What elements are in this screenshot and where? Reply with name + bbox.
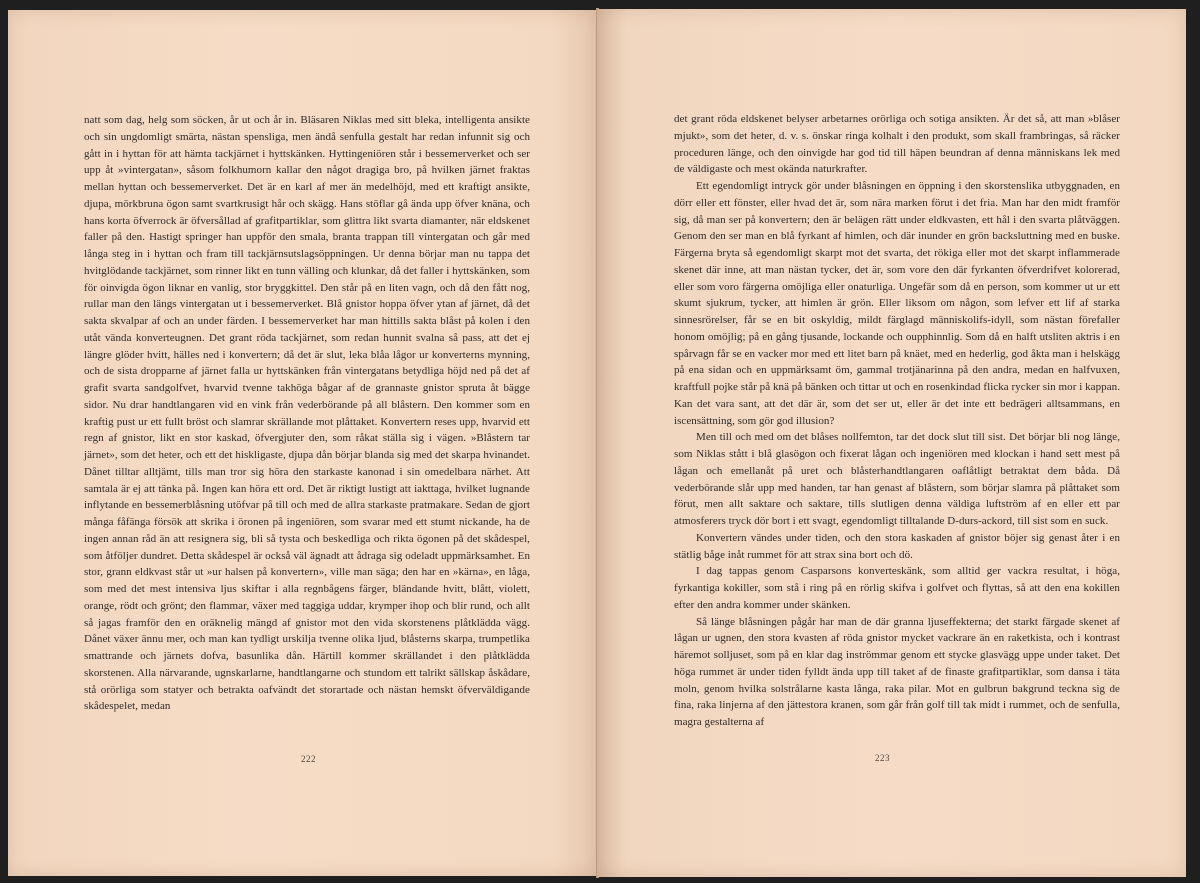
right-paragraph-4: Konvertern vändes under tiden, och den stora kaskaden af gnistor böjer sig genast åter i en stätlig båge inåt rummet för att strax sina bort och dö. [674,531,1120,561]
left-page [8,10,600,876]
left-page-text [84,112,530,715]
left-page-number: 222 [301,754,316,764]
right-paragraph-1: det grant röda eldskenet belyser arbetarnes orörliga och sotiga ansikten. Är det så, att man »blåser mjukt», som det heter, d. v. s. önskar ringa kolhalt i den produkt, som skall frambringas, så räcker proceduren länge, och den oinvigde har god tid till häpen beundran af denna människans lek med de väldigaste och mest okända naturkrafter. [674,113,1120,176]
right-paragraph-2: Ett egendomligt intryck gör under blåsningen en öppning i den skorstenslika utbyggnaden, en dörr eller ett fönster, eller hvad det är, som nära marken förut i det fria. Man har den midt framför sig, då man ser på konvertern; den är belägen rätt under eldkvasten, ett hål i den svarta plåtväggen. Genom den ser man en blå fyrkant af himlen, och där inunder en grön backsluttning med en buske. Färgerna bryta så egendomligt skarpt mot det svarta, det rökiga eller mot det skarpt inflammerade skenet där inne, att man nästan tycker, det är, som vore den där fyrkanten öfverdrifvet kolorerad, eller som voro färgerna omöjliga eller onaturliga. Ungefär som då en person, som kommer ut ur ett skumt sjukrum, tycker, att himlen är grön. Eller liksom om någon, som lefver ett lif af starka sinnesrörelser, får se en bit oskyldig, mildt färglagd människolifs-idyll, som nästan förefaller honom omöjlig; på en gång tjusande, lockande och oupphinnlig. Som då en halft utsliten aktris i en spårvagn får se en vacker mor med ett litet barn på knäet, med en hederlig, god åkta man i helskägg på ena sidan och en uppmärksamt öm, gammal trotjänarinna på den andra, medan en halfvuxen, kraftfull pojke står på knä på bänken och tittar ut och en rosenkindad flicka rycker sin mor i kappan. Kan det vara sant, att det där är, som det ser ut, eller är det inte ett bedrägeri alltsammans, en iscensättning, som gör god illusion? [674,180,1120,427]
right-page [597,9,1186,877]
right-paragraph-6: Så länge blåsningen pågår har man de där granna ljuseffekterna; det starkt färgade skenet af lågan ur ugnen, den stora kvasten af röda gnistor mycket vackrare än en raketkista, och i kontrast häremot solljuset, som på en klar dag inströmmar genom ett stycke glasvägg uppe under taket. Det höga rummet är under tiden fylldt ända upp till taket af de finaste grafitpartiklar, som dansa i täta moln, genom hvilka solstrålarne kasta långa, raka pilar. Mot en gulbrun bakgrund teckna sig de fina, raka linjerna af den jättestora kranen, som går från golf till tak midt i rummet, och de senfulla, magra gestalterna af [674,615,1120,728]
left-paragraph-1: natt som dag, helg som söcken, år ut och år in. Bläsaren Niklas med sitt bleka, intelligenta ansikte och sin ungdomligt smärta, nästan spensliga, men ändå senfulla gestalt har redan infunnit sig och gått in i hyttan för att hämta tackjärnet i hyttskänken. Hyttingeniören står i bessemerverket och ser upp åt »vintergatan», såsom folkhumorn kallar den något dragiga bro, på hvilken järnet fraktas mellan hyttan och bessemerverket. Det är en karl af mer än medelhöjd, med ett kraftigt ansikte, djupa, mörkbruna ögon samt svartkrusigt hår och skägg. Hans stöflar gå ända upp öfver knäna, och hans korta öfverrock är öfversållad af grafitpartiklar, som glittra likt svarta diamanter, när eldskenet faller på den. Hastigt springer han uppför den smala, branta trappan till vintergatan och går med långa steg in i hyttan och fram till tackjärnsutslagsöppningen. Ur denna börjar man nu tappa det hvitglödande tackjärnet, som rinner likt en tunn välling och klunkar, då det faller i hyttskänken, som för oinvigda ögon liknar en vanlig, stor bryggkittel. Den står på en liten vagn, och då den fått nog, rullar man den längs vintergatan ut i bessemerverket. Blå gnistor hoppa öfver ytan af järnet, då det sakta skvalpar af och an under färden. I bessemerverket har man hittills sakta blåst på kolen i den utåt vända konverteugnen. Det grant röda tackjärnet, som redan hunnit svalna så pass, att det ej längre glöder hvitt, hälles ned i konvertern; då det är slut, leka blåa lågor ur konverterns mynning, och de sista dropparne af järnet falla ur hyttskänken från vintergatans betydliga höjd ned på det af grafit svarta sandgolfvet, hvarvid tvenne takhöga bågar af de grannaste gnistor spruta åt bägge sidor. Nu drar handtlangaren vid en vink från vederbörande på all blåstern. Den kommer som en kraftig pust ur ett fullt bröst och slamrar skrällande mot plåttaket. Konvertern reses upp, hvarvid ett regn af gnistor, likt en stor kaskad, öfvergjuter den, som råkat ställa sig i vägen. »Blåstern tar järnet», som det heter, och ett det hiskligaste, djupa dån börjar blanda sig med det skarpa hvinandet. Dånet tilltar alltjämt, tills man tror sig höra den starkaste kanonad i sin omedelbara närhet. Att samtala är ej att tänka på. Ingen kan höra ett ord. Det är riktigt lustigt att iakttaga, hvilket lugnande inflytande en bessemerblåsning utöfvar på till och med de allra starkaste pratmakare. Sedan de gjort många fåfänga försök att skrika i öronen på ingeniören, som svarar med ett stumt nickande, ha de ingen annan råd än att resignera sig, bli så tysta och beskedliga och rikta ögonen på det skådespel, som åtföljer dundret. Detta skådespel är också väl ägnadt att ådraga sig odeladt uppmärksamhet. En stor, grann eldkvast står ut »ur halsen på konvertern», ville man säga; den har en »kärna», en låga, som med det mest intensiva ljus skiftar i alla regnbågens färger, bländande hvitt, blått, violett, orange, rödt och grönt; den flammar, växer med taggiga uddar, krymper ihop och blir rund, och allt så jagas framför den en oräknelig mängd af gnistor mot den vida skorstenens plåtklädda vägg. Dånet växer ännu mer, och man kan tydligt urskilja tvenne olika ljud, blåsterns skarpa, trumpetlika smattrande och järnets dofva, basunlika dån. Härtill kommer skrällandet i den plåtklädda skorstenen. Alla närvarande, ugnskarlarne, handtlangarne och stundom ett talrikt sällskap åskådare, stå orörliga som statyer och betrakta oafvändt det storartade och nästan hemskt öfverväldigande skådespelet, medan [84,114,530,713]
right-page-text [674,111,1120,731]
right-paragraph-5: I dag tappas genom Casparsons konverteskänk, som alltid ger vackra resultat, i höga, fyrkantiga kokiller, som stå i ring på en rörlig skifva i golfvet och flyttas, så att den ena kokillen efter den andra kommer under skänken. [674,565,1120,611]
right-page-number: 223 [875,753,890,763]
right-paragraph-3: Men till och med om det blåses nollfemton, tar det dock slut till sist. Det börjar bli nog länge, som Niklas stått i blå glasögon och fixerat lågan och ingeniören med klockan i hand sett mest på lågan och emellanåt på uret och blåsterhandtlangaren oaflåtligt betraktat dem båda. Då vederbörande slår upp med handen, tar han genast af blåstern, som börjar slamra på plåttaket som förut, men allt saktare och saktare, tills slutligen denna väldiga luftström af en eller ett par atmosferers tryck dör bort i ett svagt, egendomligt tilltalande D-durs-ackord, till sist som en suck. [674,431,1120,527]
